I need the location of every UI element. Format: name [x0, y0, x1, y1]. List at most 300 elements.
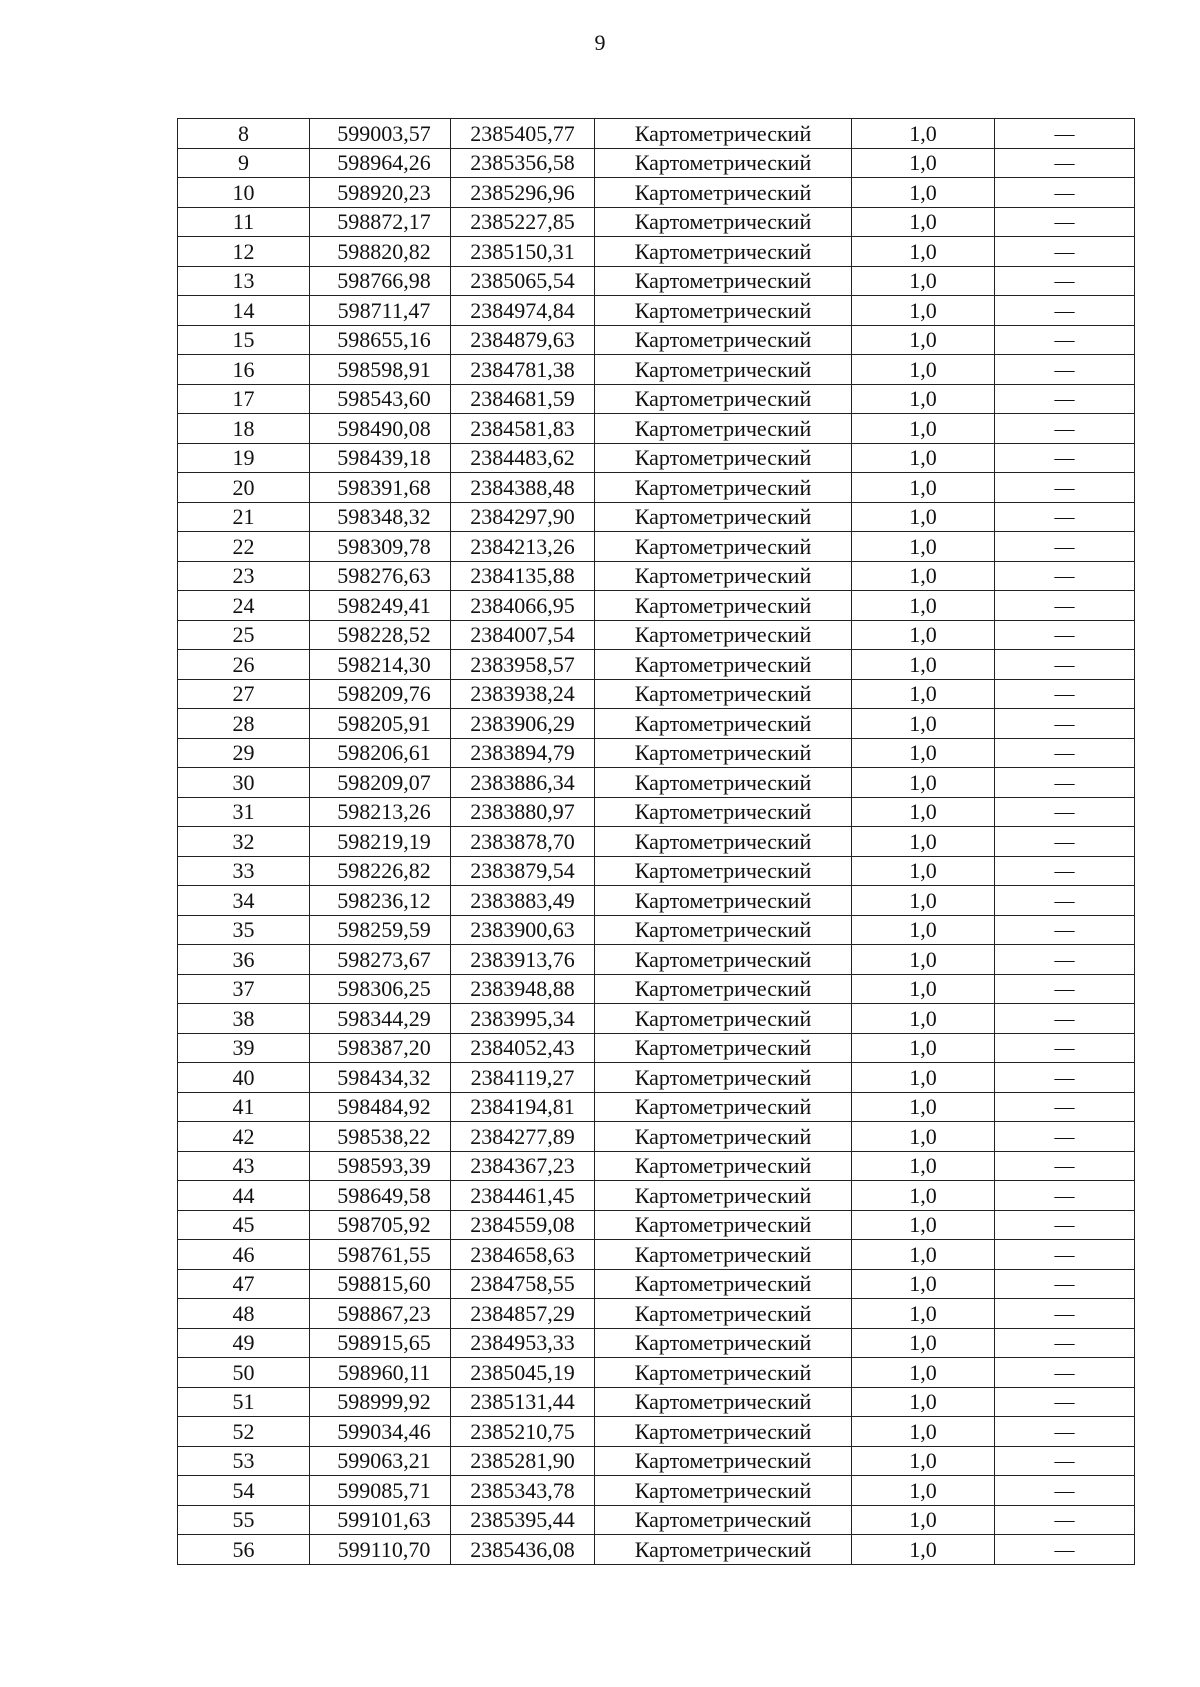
table-row [178, 325, 1135, 355]
x-coordinate-cell: 598209,07 [310, 768, 451, 798]
method-cell: Картометрический [595, 797, 852, 827]
table-row [178, 915, 1135, 945]
x-coordinate-cell: 598867,23 [310, 1299, 451, 1329]
table-row [178, 1240, 1135, 1270]
description-cell: — [995, 148, 1135, 178]
description-cell: — [995, 1063, 1135, 1093]
method-cell: Картометрический [595, 915, 852, 945]
y-coordinate-cell: 2385210,75 [451, 1417, 595, 1447]
y-coordinate-cell: 2384483,62 [451, 443, 595, 473]
table-row [178, 591, 1135, 621]
description-cell: — [995, 325, 1135, 355]
x-coordinate-cell: 599034,46 [310, 1417, 451, 1447]
method-cell: Картометрический [595, 1122, 852, 1152]
method-cell: Картометрический [595, 473, 852, 503]
page-number: 9 [594, 30, 606, 55]
point-number-cell: 46 [178, 1240, 310, 1270]
table-row [178, 1476, 1135, 1506]
accuracy-cell: 1,0 [852, 1033, 995, 1063]
x-coordinate-cell: 598538,22 [310, 1122, 451, 1152]
method-cell: Картометрический [595, 1446, 852, 1476]
point-number-cell: 35 [178, 915, 310, 945]
point-number-cell: 32 [178, 827, 310, 857]
description-cell: — [995, 945, 1135, 975]
description-cell: — [995, 591, 1135, 621]
method-cell: Картометрический [595, 1299, 852, 1329]
method-cell: Картометрический [595, 384, 852, 414]
y-coordinate-cell: 2383886,34 [451, 768, 595, 798]
x-coordinate-cell: 598439,18 [310, 443, 451, 473]
y-coordinate-cell: 2385150,31 [451, 237, 595, 267]
description-cell: — [995, 856, 1135, 886]
x-coordinate-cell: 598213,26 [310, 797, 451, 827]
accuracy-cell: 1,0 [852, 296, 995, 326]
point-number-cell: 38 [178, 1004, 310, 1034]
accuracy-cell: 1,0 [852, 1505, 995, 1535]
y-coordinate-cell: 2384857,29 [451, 1299, 595, 1329]
method-cell: Картометрический [595, 974, 852, 1004]
accuracy-cell: 1,0 [852, 1328, 995, 1358]
table-row [178, 296, 1135, 326]
table-row [178, 207, 1135, 237]
y-coordinate-cell: 2383948,88 [451, 974, 595, 1004]
accuracy-cell: 1,0 [852, 620, 995, 650]
accuracy-cell: 1,0 [852, 1387, 995, 1417]
accuracy-cell: 1,0 [852, 502, 995, 532]
method-cell: Картометрический [595, 709, 852, 739]
table-row [178, 266, 1135, 296]
description-cell: — [995, 1033, 1135, 1063]
table-row [178, 1092, 1135, 1122]
y-coordinate-cell: 2384135,88 [451, 561, 595, 591]
method-cell: Картометрический [595, 1269, 852, 1299]
table-row [178, 797, 1135, 827]
accuracy-cell: 1,0 [852, 1269, 995, 1299]
point-number-cell: 36 [178, 945, 310, 975]
accuracy-cell: 1,0 [852, 532, 995, 562]
y-coordinate-cell: 2385356,58 [451, 148, 595, 178]
x-coordinate-cell: 598964,26 [310, 148, 451, 178]
table-row [178, 502, 1135, 532]
point-number-cell: 21 [178, 502, 310, 532]
description-cell: — [995, 1299, 1135, 1329]
method-cell: Картометрический [595, 178, 852, 208]
x-coordinate-cell: 598593,39 [310, 1151, 451, 1181]
point-number-cell: 54 [178, 1476, 310, 1506]
table-row [178, 148, 1135, 178]
x-coordinate-cell: 598387,20 [310, 1033, 451, 1063]
accuracy-cell: 1,0 [852, 1535, 995, 1565]
table-row [178, 679, 1135, 709]
description-cell: — [995, 974, 1135, 1004]
point-number-cell: 16 [178, 355, 310, 385]
x-coordinate-cell: 598434,32 [310, 1063, 451, 1093]
y-coordinate-cell: 2385131,44 [451, 1387, 595, 1417]
y-coordinate-cell: 2384388,48 [451, 473, 595, 503]
method-cell: Картометрический [595, 738, 852, 768]
table-row [178, 886, 1135, 916]
x-coordinate-cell: 598820,82 [310, 237, 451, 267]
method-cell: Картометрический [595, 827, 852, 857]
table-row [178, 1387, 1135, 1417]
y-coordinate-cell: 2383879,54 [451, 856, 595, 886]
description-cell: — [995, 266, 1135, 296]
x-coordinate-cell: 598649,58 [310, 1181, 451, 1211]
accuracy-cell: 1,0 [852, 178, 995, 208]
description-cell: — [995, 1387, 1135, 1417]
point-number-cell: 42 [178, 1122, 310, 1152]
x-coordinate-cell: 598543,60 [310, 384, 451, 414]
point-number-cell: 44 [178, 1181, 310, 1211]
description-cell: — [995, 1004, 1135, 1034]
point-number-cell: 43 [178, 1151, 310, 1181]
point-number-cell: 8 [178, 119, 310, 149]
description-cell: — [995, 119, 1135, 149]
y-coordinate-cell: 2384297,90 [451, 502, 595, 532]
x-coordinate-cell: 598872,17 [310, 207, 451, 237]
point-number-cell: 24 [178, 591, 310, 621]
point-number-cell: 23 [178, 561, 310, 591]
table-row [178, 1151, 1135, 1181]
point-number-cell: 50 [178, 1358, 310, 1388]
y-coordinate-cell: 2384581,83 [451, 414, 595, 444]
x-coordinate-cell: 598655,16 [310, 325, 451, 355]
description-cell: — [995, 1417, 1135, 1447]
method-cell: Картометрический [595, 207, 852, 237]
x-coordinate-cell: 598276,63 [310, 561, 451, 591]
point-number-cell: 52 [178, 1417, 310, 1447]
y-coordinate-cell: 2383958,57 [451, 650, 595, 680]
table-row [178, 237, 1135, 267]
method-cell: Картометрический [595, 1151, 852, 1181]
y-coordinate-cell: 2383878,70 [451, 827, 595, 857]
point-number-cell: 20 [178, 473, 310, 503]
y-coordinate-cell: 2385065,54 [451, 266, 595, 296]
description-cell: — [995, 1476, 1135, 1506]
x-coordinate-cell: 598705,92 [310, 1210, 451, 1240]
y-coordinate-cell: 2384194,81 [451, 1092, 595, 1122]
method-cell: Картометрический [595, 1476, 852, 1506]
description-cell: — [995, 443, 1135, 473]
x-coordinate-cell: 598484,92 [310, 1092, 451, 1122]
method-cell: Картометрический [595, 532, 852, 562]
table-row [178, 1269, 1135, 1299]
accuracy-cell: 1,0 [852, 768, 995, 798]
accuracy-cell: 1,0 [852, 709, 995, 739]
y-coordinate-cell: 2384559,08 [451, 1210, 595, 1240]
table-row [178, 1063, 1135, 1093]
point-number-cell: 26 [178, 650, 310, 680]
point-number-cell: 13 [178, 266, 310, 296]
table-row [178, 119, 1135, 149]
point-number-cell: 15 [178, 325, 310, 355]
table-row [178, 1210, 1135, 1240]
y-coordinate-cell: 2383938,24 [451, 679, 595, 709]
method-cell: Картометрический [595, 1505, 852, 1535]
description-cell: — [995, 797, 1135, 827]
table-row [178, 1505, 1135, 1535]
table-row [178, 1446, 1135, 1476]
method-cell: Картометрический [595, 1210, 852, 1240]
accuracy-cell: 1,0 [852, 827, 995, 857]
description-cell: — [995, 473, 1135, 503]
description-cell: — [995, 1151, 1135, 1181]
method-cell: Картометрический [595, 1417, 852, 1447]
accuracy-cell: 1,0 [852, 797, 995, 827]
table-row [178, 709, 1135, 739]
description-cell: — [995, 414, 1135, 444]
table-row [178, 443, 1135, 473]
method-cell: Картометрический [595, 1535, 852, 1565]
method-cell: Картометрический [595, 1387, 852, 1417]
y-coordinate-cell: 2384052,43 [451, 1033, 595, 1063]
accuracy-cell: 1,0 [852, 237, 995, 267]
coordinates-table [177, 118, 1135, 1565]
table-row [178, 473, 1135, 503]
accuracy-cell: 1,0 [852, 1476, 995, 1506]
coordinates-table-body [178, 119, 1135, 1565]
point-number-cell: 39 [178, 1033, 310, 1063]
description-cell: — [995, 1269, 1135, 1299]
description-cell: — [995, 1092, 1135, 1122]
accuracy-cell: 1,0 [852, 650, 995, 680]
description-cell: — [995, 1181, 1135, 1211]
point-number-cell: 33 [178, 856, 310, 886]
x-coordinate-cell: 598205,91 [310, 709, 451, 739]
table-row [178, 561, 1135, 591]
y-coordinate-cell: 2384367,23 [451, 1151, 595, 1181]
table-row [178, 650, 1135, 680]
accuracy-cell: 1,0 [852, 443, 995, 473]
y-coordinate-cell: 2384781,38 [451, 355, 595, 385]
accuracy-cell: 1,0 [852, 915, 995, 945]
accuracy-cell: 1,0 [852, 561, 995, 591]
y-coordinate-cell: 2385343,78 [451, 1476, 595, 1506]
y-coordinate-cell: 2383894,79 [451, 738, 595, 768]
x-coordinate-cell: 598711,47 [310, 296, 451, 326]
point-number-cell: 27 [178, 679, 310, 709]
accuracy-cell: 1,0 [852, 1358, 995, 1388]
y-coordinate-cell: 2383913,76 [451, 945, 595, 975]
point-number-cell: 11 [178, 207, 310, 237]
x-coordinate-cell: 599085,71 [310, 1476, 451, 1506]
description-cell: — [995, 532, 1135, 562]
description-cell: — [995, 1328, 1135, 1358]
method-cell: Картометрический [595, 561, 852, 591]
point-number-cell: 9 [178, 148, 310, 178]
x-coordinate-cell: 598214,30 [310, 650, 451, 680]
x-coordinate-cell: 598815,60 [310, 1269, 451, 1299]
description-cell: — [995, 384, 1135, 414]
x-coordinate-cell: 598490,08 [310, 414, 451, 444]
y-coordinate-cell: 2385395,44 [451, 1505, 595, 1535]
x-coordinate-cell: 598228,52 [310, 620, 451, 650]
description-cell: — [995, 1210, 1135, 1240]
point-number-cell: 14 [178, 296, 310, 326]
description-cell: — [995, 709, 1135, 739]
x-coordinate-cell: 598206,61 [310, 738, 451, 768]
method-cell: Картометрический [595, 1092, 852, 1122]
point-number-cell: 34 [178, 886, 310, 916]
point-number-cell: 37 [178, 974, 310, 1004]
x-coordinate-cell: 598306,25 [310, 974, 451, 1004]
x-coordinate-cell: 598766,98 [310, 266, 451, 296]
accuracy-cell: 1,0 [852, 856, 995, 886]
point-number-cell: 18 [178, 414, 310, 444]
description-cell: — [995, 620, 1135, 650]
y-coordinate-cell: 2385405,77 [451, 119, 595, 149]
point-number-cell: 53 [178, 1446, 310, 1476]
method-cell: Картометрический [595, 237, 852, 267]
description-cell: — [995, 1446, 1135, 1476]
point-number-cell: 30 [178, 768, 310, 798]
method-cell: Картометрический [595, 355, 852, 385]
method-cell: Картометрический [595, 266, 852, 296]
x-coordinate-cell: 598761,55 [310, 1240, 451, 1270]
method-cell: Картометрический [595, 856, 852, 886]
accuracy-cell: 1,0 [852, 679, 995, 709]
y-coordinate-cell: 2384007,54 [451, 620, 595, 650]
point-number-cell: 41 [178, 1092, 310, 1122]
table-row [178, 178, 1135, 208]
y-coordinate-cell: 2385227,85 [451, 207, 595, 237]
description-cell: — [995, 296, 1135, 326]
accuracy-cell: 1,0 [852, 1063, 995, 1093]
description-cell: — [995, 237, 1135, 267]
y-coordinate-cell: 2384461,45 [451, 1181, 595, 1211]
accuracy-cell: 1,0 [852, 1092, 995, 1122]
description-cell: — [995, 178, 1135, 208]
point-number-cell: 51 [178, 1387, 310, 1417]
point-number-cell: 45 [178, 1210, 310, 1240]
accuracy-cell: 1,0 [852, 119, 995, 149]
accuracy-cell: 1,0 [852, 886, 995, 916]
description-cell: — [995, 768, 1135, 798]
y-coordinate-cell: 2385281,90 [451, 1446, 595, 1476]
x-coordinate-cell: 598920,23 [310, 178, 451, 208]
method-cell: Картометрический [595, 768, 852, 798]
table-row [178, 856, 1135, 886]
method-cell: Картометрический [595, 148, 852, 178]
y-coordinate-cell: 2384758,55 [451, 1269, 595, 1299]
point-number-cell: 25 [178, 620, 310, 650]
y-coordinate-cell: 2383900,63 [451, 915, 595, 945]
description-cell: — [995, 1122, 1135, 1152]
table-row [178, 1535, 1135, 1565]
method-cell: Картометрический [595, 443, 852, 473]
description-cell: — [995, 502, 1135, 532]
point-number-cell: 22 [178, 532, 310, 562]
y-coordinate-cell: 2383995,34 [451, 1004, 595, 1034]
accuracy-cell: 1,0 [852, 1181, 995, 1211]
y-coordinate-cell: 2384213,26 [451, 532, 595, 562]
x-coordinate-cell: 599101,63 [310, 1505, 451, 1535]
description-cell: — [995, 1535, 1135, 1565]
table-row [178, 414, 1135, 444]
x-coordinate-cell: 598249,41 [310, 591, 451, 621]
description-cell: — [995, 886, 1135, 916]
y-coordinate-cell: 2384658,63 [451, 1240, 595, 1270]
description-cell: — [995, 1505, 1135, 1535]
x-coordinate-cell: 598598,91 [310, 355, 451, 385]
point-number-cell: 47 [178, 1269, 310, 1299]
accuracy-cell: 1,0 [852, 325, 995, 355]
accuracy-cell: 1,0 [852, 266, 995, 296]
x-coordinate-cell: 599003,57 [310, 119, 451, 149]
method-cell: Картометрический [595, 296, 852, 326]
method-cell: Картометрический [595, 502, 852, 532]
table-row [178, 532, 1135, 562]
accuracy-cell: 1,0 [852, 1151, 995, 1181]
accuracy-cell: 1,0 [852, 355, 995, 385]
x-coordinate-cell: 598259,59 [310, 915, 451, 945]
x-coordinate-cell: 598960,11 [310, 1358, 451, 1388]
point-number-cell: 17 [178, 384, 310, 414]
accuracy-cell: 1,0 [852, 207, 995, 237]
method-cell: Картометрический [595, 679, 852, 709]
method-cell: Картометрический [595, 1328, 852, 1358]
accuracy-cell: 1,0 [852, 1446, 995, 1476]
table-row [178, 1299, 1135, 1329]
method-cell: Картометрический [595, 650, 852, 680]
table-row [178, 1358, 1135, 1388]
y-coordinate-cell: 2384066,95 [451, 591, 595, 621]
accuracy-cell: 1,0 [852, 945, 995, 975]
description-cell: — [995, 679, 1135, 709]
x-coordinate-cell: 599110,70 [310, 1535, 451, 1565]
accuracy-cell: 1,0 [852, 1004, 995, 1034]
accuracy-cell: 1,0 [852, 1210, 995, 1240]
y-coordinate-cell: 2384974,84 [451, 296, 595, 326]
y-coordinate-cell: 2384277,89 [451, 1122, 595, 1152]
y-coordinate-cell: 2384119,27 [451, 1063, 595, 1093]
table-row [178, 1004, 1135, 1034]
accuracy-cell: 1,0 [852, 591, 995, 621]
accuracy-cell: 1,0 [852, 148, 995, 178]
method-cell: Картометрический [595, 1358, 852, 1388]
table-row [178, 384, 1135, 414]
x-coordinate-cell: 598236,12 [310, 886, 451, 916]
table-row [178, 355, 1135, 385]
table-row [178, 1181, 1135, 1211]
method-cell: Картометрический [595, 591, 852, 621]
point-number-cell: 55 [178, 1505, 310, 1535]
table-row [178, 827, 1135, 857]
description-cell: — [995, 1240, 1135, 1270]
point-number-cell: 10 [178, 178, 310, 208]
x-coordinate-cell: 599063,21 [310, 1446, 451, 1476]
table-row [178, 1417, 1135, 1447]
method-cell: Картометрический [595, 1004, 852, 1034]
description-cell: — [995, 561, 1135, 591]
accuracy-cell: 1,0 [852, 738, 995, 768]
y-coordinate-cell: 2385045,19 [451, 1358, 595, 1388]
table-row [178, 1328, 1135, 1358]
method-cell: Картометрический [595, 620, 852, 650]
description-cell: — [995, 1358, 1135, 1388]
accuracy-cell: 1,0 [852, 473, 995, 503]
x-coordinate-cell: 598309,78 [310, 532, 451, 562]
x-coordinate-cell: 598226,82 [310, 856, 451, 886]
y-coordinate-cell: 2384879,63 [451, 325, 595, 355]
description-cell: — [995, 207, 1135, 237]
y-coordinate-cell: 2385296,96 [451, 178, 595, 208]
point-number-cell: 28 [178, 709, 310, 739]
point-number-cell: 29 [178, 738, 310, 768]
description-cell: — [995, 738, 1135, 768]
point-number-cell: 12 [178, 237, 310, 267]
point-number-cell: 31 [178, 797, 310, 827]
